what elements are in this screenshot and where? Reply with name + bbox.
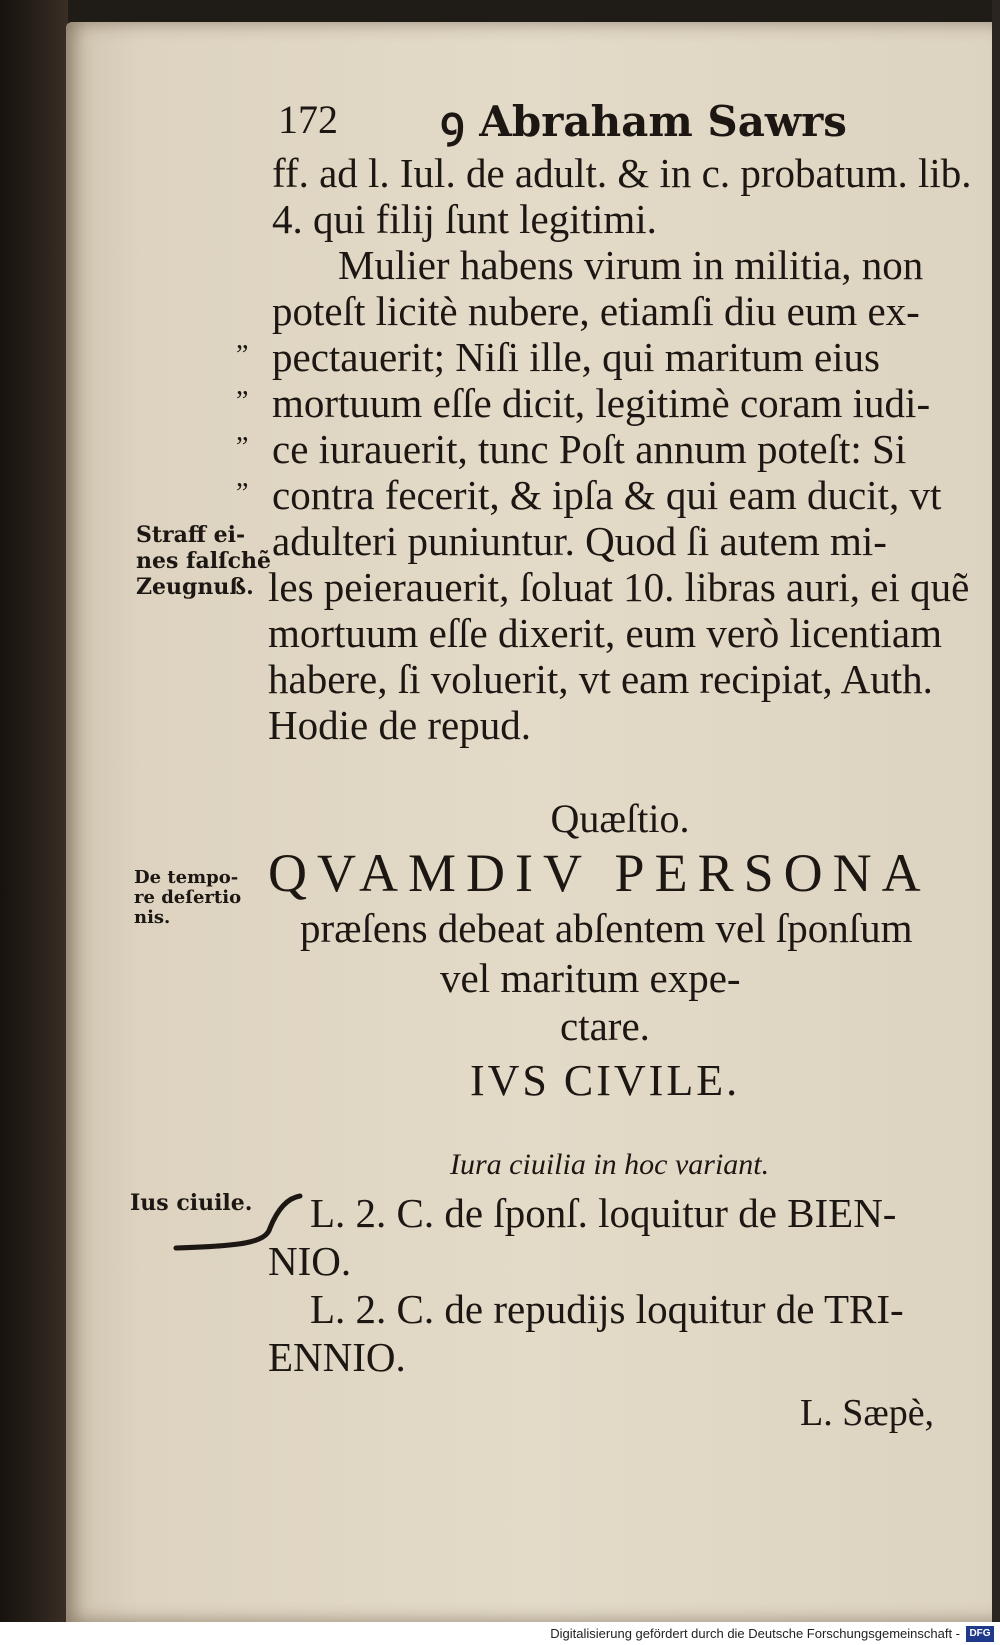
body-line: pectauerit; Niſi ille, qui maritum eius — [272, 334, 881, 380]
quaestio-label: Quæſtio. — [550, 796, 690, 841]
body-line: Mulier habens virum in militia, non — [338, 242, 924, 288]
quote-mark: ” — [236, 340, 249, 371]
question-line: vel maritum expe- — [440, 955, 741, 1001]
quote-mark: ” — [236, 478, 249, 509]
page-edge — [992, 0, 1000, 1645]
running-title: ꝯ Abraham Sawrs — [440, 97, 847, 146]
law-line: ENNIO. — [268, 1334, 406, 1380]
question-line: ctare. — [560, 1003, 650, 1049]
body-line: Hodie de repud. — [268, 702, 531, 748]
body-line: adulteri puniuntur. Quod ſi autem mi- — [272, 518, 887, 564]
quote-mark: ” — [236, 432, 249, 463]
section-heading: IVS CIVILE. — [470, 1056, 741, 1105]
quote-mark: ” — [236, 386, 249, 417]
law-line: L. 2. C. de ſponſ. loquitur de BIEN- — [310, 1190, 897, 1236]
book-spine — [0, 0, 68, 1645]
body-line: habere, ſi voluerit, vt eam recipiat, Auth. — [268, 656, 933, 702]
digitization-credit: Digitalisierung gefördert durch die Deutsche Forschungsgemeinschaft - — [0, 1622, 1000, 1645]
law-line: L. 2. C. de repudijs loquitur de TRI- — [310, 1286, 904, 1332]
marginal-note-tempore: De tempo- re deſertio nis. — [134, 867, 242, 928]
page-number: 172 — [278, 97, 338, 142]
law-line: NIO. — [268, 1238, 352, 1284]
marginal-note-straff: Straff ei- nes falſchẽ Zeugnuß. — [136, 522, 271, 600]
body-line: mortuum eſſe dicit, legitimè coram iudi- — [272, 380, 931, 426]
dfg-logo: DFG — [966, 1626, 994, 1642]
subheading: Iura ciuilia in hoc variant. — [450, 1148, 770, 1181]
question-title: QVAMDIV PERSONA — [268, 843, 931, 903]
body-line: ff. ad l. Iul. de adult. & in c. probatum. lib. — [272, 150, 972, 196]
question-line: præſens debeat abſentem vel ſponſum — [300, 905, 913, 951]
body-line: 4. qui filij ſunt legitimi. — [272, 196, 657, 242]
body-line: les peierauerit, ſoluat 10. libras auri, ei quẽ — [268, 564, 970, 610]
body-line: contra fecerit, & ipſa & qui eam ducit, vt — [272, 472, 942, 518]
marginal-note-ius: Ius ciuile. — [130, 1190, 253, 1216]
body-line: poteſt licitè nubere, etiamſi diu eum ex- — [272, 288, 920, 334]
catchword: L. Sæpè, — [800, 1392, 935, 1434]
body-line: mortuum eſſe dixerit, eum verò licentiam — [268, 610, 943, 656]
body-line: ce iurauerit, tunc Poſt annum poteſt: Si — [272, 426, 907, 472]
